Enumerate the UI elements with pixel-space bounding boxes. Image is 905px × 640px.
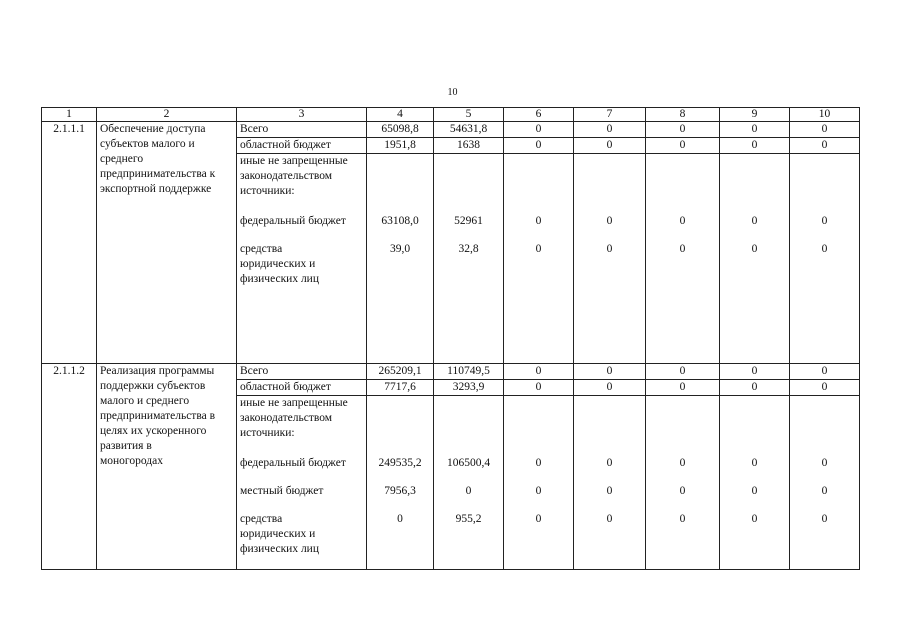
spacer xyxy=(437,257,500,272)
row-name-line: развития в xyxy=(100,440,152,452)
column-header-7: 7 xyxy=(574,108,646,122)
value-cell xyxy=(646,396,720,570)
value-cell: 0 xyxy=(821,485,828,497)
source-label: областной бюджет xyxy=(237,380,367,396)
row-name xyxy=(97,364,237,570)
value-cell: 0 xyxy=(574,380,646,396)
spacer xyxy=(370,272,430,287)
spacer xyxy=(793,527,856,542)
value-cell xyxy=(720,154,790,364)
spacer xyxy=(437,542,500,557)
source-label: физических лиц xyxy=(240,273,319,285)
value-cell: 0 xyxy=(606,457,613,469)
spacer xyxy=(437,272,500,287)
value-cell xyxy=(367,154,434,364)
value-cell: 0 xyxy=(821,243,828,255)
value-cell: 0 xyxy=(646,364,720,380)
source-label: областной бюджет xyxy=(237,138,367,154)
source-label: федеральный бюджет xyxy=(240,457,346,469)
spacer xyxy=(507,272,570,287)
value-cell: 0 xyxy=(504,122,574,138)
other-sources-label: иные не запрещенные xyxy=(240,397,348,409)
spacer xyxy=(723,542,786,557)
value-cell: 0 xyxy=(821,215,828,227)
other-sources-label: законодательством xyxy=(240,412,333,424)
spacer xyxy=(649,257,716,272)
other-sources-cell xyxy=(237,396,367,570)
value-cell xyxy=(367,396,434,570)
value-cell xyxy=(434,396,504,570)
value-cell: 0 xyxy=(574,364,646,380)
value-cell: 7717,6 xyxy=(367,380,434,396)
value-cell: 32,8 xyxy=(458,243,479,255)
value-cell xyxy=(434,154,504,364)
spacer xyxy=(723,527,786,542)
value-cell: 39,0 xyxy=(389,243,411,255)
spacer xyxy=(793,257,856,272)
spacer xyxy=(437,527,500,542)
column-header-9: 9 xyxy=(720,108,790,122)
source-label: юридических и xyxy=(240,258,316,270)
spacer xyxy=(577,272,642,287)
value-cell: 0 xyxy=(535,215,542,227)
column-header-3: 3 xyxy=(237,108,367,122)
value-cell: 0 xyxy=(720,122,790,138)
value-cell: 0 xyxy=(535,513,542,525)
value-cell: 0 xyxy=(574,138,646,154)
value-cell: 52961 xyxy=(454,215,483,227)
column-header-4: 4 xyxy=(367,108,434,122)
value-cell: 0 xyxy=(751,485,758,497)
page-number: 10 xyxy=(447,87,458,98)
value-cell: 0 xyxy=(720,138,790,154)
value-cell: 0 xyxy=(720,380,790,396)
value-cell: 0 xyxy=(679,485,686,497)
value-cell xyxy=(720,396,790,570)
value-cell: 0 xyxy=(504,364,574,380)
spacer xyxy=(370,257,430,272)
other-sources-label: законодательством xyxy=(240,170,333,182)
value-cell: 0 xyxy=(679,215,686,227)
value-cell: 0 xyxy=(790,138,860,154)
spacer xyxy=(507,257,570,272)
table-row xyxy=(42,122,860,138)
column-header-1: 1 xyxy=(42,108,97,122)
row-name-line: поддержки субъектов xyxy=(100,380,206,392)
value-cell: 0 xyxy=(751,457,758,469)
spacer xyxy=(793,542,856,557)
value-cell: 0 xyxy=(535,457,542,469)
value-cell: 3293,9 xyxy=(434,380,504,396)
other-sources-label: источники: xyxy=(240,427,295,439)
value-cell: 0 xyxy=(606,513,613,525)
value-cell: 0 xyxy=(574,122,646,138)
value-cell: 0 xyxy=(751,513,758,525)
budget-table xyxy=(41,107,860,570)
value-cell: 0 xyxy=(790,364,860,380)
row-name-line: Обеспечение доступа xyxy=(100,123,206,135)
value-cell: 1951,8 xyxy=(367,138,434,154)
value-cell: 0 xyxy=(606,243,613,255)
spacer xyxy=(649,272,716,287)
value-cell: 0 xyxy=(606,215,613,227)
spacer xyxy=(649,542,716,557)
spacer xyxy=(577,542,642,557)
row-name xyxy=(97,122,237,364)
source-label: средства xyxy=(240,513,283,525)
header-row xyxy=(42,108,860,122)
source-label: средства xyxy=(240,243,283,255)
row-code: 2.1.1.1 xyxy=(42,122,97,364)
column-header-10: 10 xyxy=(790,108,860,122)
row-name-line: субъектов малого и xyxy=(100,138,195,150)
value-cell xyxy=(790,154,860,364)
value-cell: 0 xyxy=(504,138,574,154)
value-cell xyxy=(504,396,574,570)
table-row xyxy=(42,364,860,380)
value-cell: 0 xyxy=(821,457,828,469)
value-cell: 0 xyxy=(751,243,758,255)
column-header-8: 8 xyxy=(646,108,720,122)
row-name-line: моногородах xyxy=(100,455,163,467)
other-sources-label: иные не запрещенные xyxy=(240,155,348,167)
spacer xyxy=(577,257,642,272)
value-cell: 955,2 xyxy=(455,513,482,525)
value-cell: 7956,3 xyxy=(384,485,416,497)
value-cell: 0 xyxy=(790,380,860,396)
row-name-line: предпринимательства в xyxy=(100,410,216,422)
source-label: физических лиц xyxy=(240,543,319,555)
row-name-line: экспортной поддержке xyxy=(100,183,212,195)
spacer xyxy=(370,527,430,542)
column-header-2: 2 xyxy=(97,108,237,122)
value-cell xyxy=(504,154,574,364)
row-name-line: целях их ускоренного xyxy=(100,425,207,437)
source-label: юридических и xyxy=(240,528,316,540)
row-code: 2.1.1.2 xyxy=(42,364,97,570)
value-cell: 0 xyxy=(535,485,542,497)
value-cell: 0 xyxy=(790,122,860,138)
value-cell: 106500,4 xyxy=(446,457,491,469)
value-cell: 0 xyxy=(679,457,686,469)
row-name-line: предпринимательства к xyxy=(100,168,216,180)
column-header-6: 6 xyxy=(504,108,574,122)
value-cell: 0 xyxy=(720,364,790,380)
value-cell: 0 xyxy=(465,485,472,497)
value-cell: 65098,8 xyxy=(367,122,434,138)
value-cell: 0 xyxy=(606,485,613,497)
spacer xyxy=(649,527,716,542)
value-cell: 0 xyxy=(646,380,720,396)
value-cell: 0 xyxy=(679,513,686,525)
row-name-line: среднего xyxy=(100,153,144,165)
column-header-5: 5 xyxy=(434,108,504,122)
source-label: Всего xyxy=(237,364,367,380)
row-name-line: Реализация программы xyxy=(100,365,215,377)
source-label: Всего xyxy=(237,122,367,138)
value-cell: 0 xyxy=(504,380,574,396)
value-cell: 1638 xyxy=(434,138,504,154)
spacer xyxy=(723,272,786,287)
spacer xyxy=(370,542,430,557)
value-cell xyxy=(646,154,720,364)
value-cell: 110749,5 xyxy=(434,364,504,380)
value-cell: 0 xyxy=(646,138,720,154)
value-cell xyxy=(790,396,860,570)
source-label: местный бюджет xyxy=(240,485,324,497)
spacer xyxy=(507,542,570,557)
value-cell: 63108,0 xyxy=(381,215,419,227)
value-cell xyxy=(574,396,646,570)
value-cell: 249535,2 xyxy=(378,457,422,469)
value-cell: 0 xyxy=(646,122,720,138)
value-cell: 0 xyxy=(821,513,828,525)
value-cell: 54631,8 xyxy=(434,122,504,138)
spacer xyxy=(723,257,786,272)
spacer xyxy=(793,272,856,287)
other-sources-cell xyxy=(237,154,367,364)
other-sources-label: источники: xyxy=(240,185,295,197)
row-name-line: малого и среднего xyxy=(100,395,190,407)
spacer xyxy=(577,527,642,542)
value-cell: 0 xyxy=(397,513,403,525)
value-cell: 0 xyxy=(751,215,758,227)
value-cell: 0 xyxy=(535,243,542,255)
source-label: федеральный бюджет xyxy=(240,215,346,227)
value-cell: 265209,1 xyxy=(367,364,434,380)
spacer xyxy=(507,527,570,542)
value-cell: 0 xyxy=(679,243,686,255)
value-cell xyxy=(574,154,646,364)
